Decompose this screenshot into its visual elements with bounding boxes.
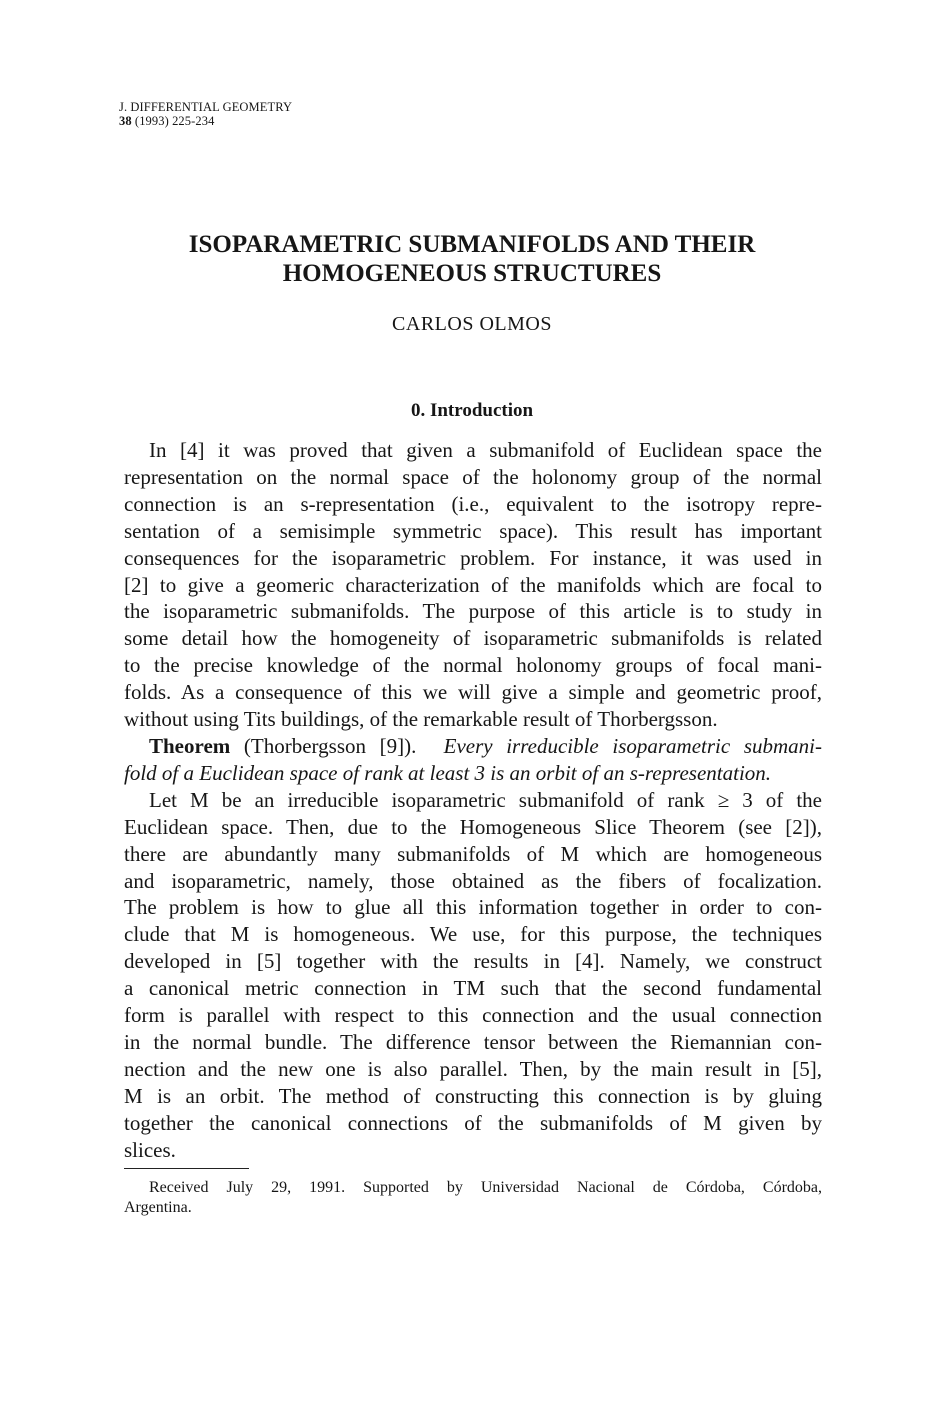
text-line: In [4] it was proved that given a submanifold of Euclidean space the [149,438,822,462]
text-line: folds. As a consequence of this we will give a simple and geometric proof, [124,680,822,705]
text-line: and isoparametric, namely, those obtained as the fibers of focalization. [124,868,822,893]
text-line: in the normal bundle. The difference tensor between the Riemannian con- [124,1029,822,1054]
text-line: a canonical metric connection in TM such that the second fundamental [124,976,822,1001]
text-line: without using Tits buildings, of the remarkable result of Thorbergsson. [124,707,718,732]
text-line: some detail how the homogeneity of isoparametric submanifolds is related [124,626,822,651]
theorem [124,733,822,787]
title-line-2: HOMOGENEOUS STRUCTURES [282,260,662,287]
journal-volume: 38 [119,114,132,128]
journal-year-pages: (1993) 225-234 [131,114,215,128]
text-line: The problem is how to glue all this information together in order to con- [124,895,822,920]
text-line: slices. [124,1137,176,1162]
paragraph-1 [124,437,822,733]
text-line: clude that M is homogeneous. We use, for this purpose, the techniques [124,922,822,947]
text-line: together the canonical connections of the submanifolds of M given by [124,1110,822,1135]
text-line: to the precise knowledge of the normal holonomy groups of focal mani- [124,653,822,678]
footnote-line-2: Argentina. [124,1199,192,1216]
text-line: consequences for the isoparametric problem. For instance, it was used in [124,545,822,570]
theorem-line [124,760,822,787]
author-name: CARLOS OLMOS [392,313,552,335]
footnote-rule [124,1168,249,1169]
theorem-label: Theorem [149,733,231,758]
text-line: nection and the new one is also parallel. Then, by the main result in [5], [124,1056,822,1081]
paper-title [100,230,844,288]
theorem-attribution: (Thorbergsson [9]). [230,733,417,758]
text-line: developed in [5] together with the results in [4]. Namely, we construct [124,949,822,974]
body-text [124,437,822,1163]
theorem-statement: Every irreducible isoparametric submani- [443,733,823,758]
text-line: connection is an s-representation (i.e., equivalent to the isotropy repre- [124,491,822,516]
text-line: there are abundantly many submanifolds of M which are homogeneous [124,841,822,866]
theorem-statement: fold of a Euclidean space of rank at least 3 is an orbit of an s-representation. [124,760,772,785]
text-line: the isoparametric submanifolds. The purpose of this article is to study in [124,599,822,624]
text-line: [2] to give a geomeric characterization of the manifolds which are focal to [124,572,822,597]
section-heading: 0. Introduction [410,400,534,421]
journal-volume-line [119,114,292,128]
text-line: M is an orbit. The method of constructing this connection is by gluing [124,1083,822,1108]
text-line: Let M be an irreducible isoparametric submanifold of rank ≥ 3 of the [149,787,822,812]
title-line-1: ISOPARAMETRIC SUBMANIFOLDS AND THEIR [188,231,756,258]
text-line: representation on the normal space of the holonomy group of the normal [124,464,822,489]
paragraph-2 [124,787,822,1164]
journal-header [119,100,292,128]
text-line: form is parallel with respect to this connection and the usual connection [124,1003,822,1028]
theorem-line [124,733,822,760]
text-line: Euclidean space. Then, due to the Homogeneous Slice Theorem (see [2]), [124,814,822,839]
footnote-line-1: Received July 29, 1991. Supported by Universidad Nacional de Córdoba, Córdoba, [149,1179,822,1196]
journal-name: J. DIFFERENTIAL GEOMETRY [119,100,293,114]
footnote [124,1178,822,1218]
text-line: sentation of a semisimple symmetric space). This result has important [124,518,822,543]
